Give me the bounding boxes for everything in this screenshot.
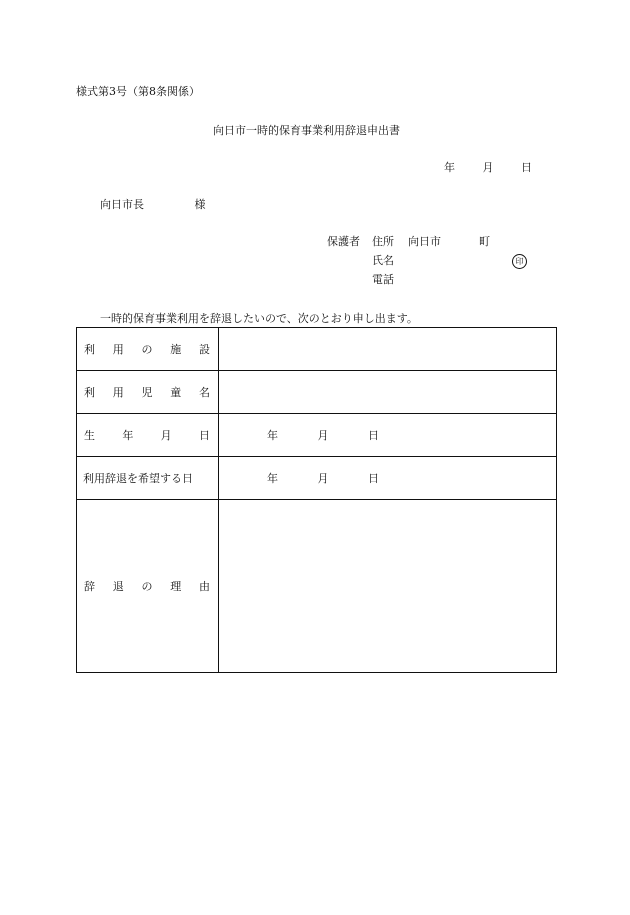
page-title: 向日市一時的保育事業利用辞退申出書 — [213, 124, 400, 137]
addressee-honorific: 様 — [194, 198, 206, 211]
phone-label: 電話 — [372, 273, 394, 286]
birthdate-month: 月 — [317, 429, 329, 442]
child-name-label: 利 用 児 童 名 — [84, 386, 210, 399]
withdrawal-date-row — [77, 457, 557, 500]
form-number: 様式第3号（第8条関係） — [76, 85, 200, 98]
address-town: 町 — [479, 235, 490, 248]
addressee-name: 向日市長 — [100, 198, 144, 211]
withdrawal-date-label: 利用辞退を希望する日 — [83, 472, 193, 485]
birthdate-row — [77, 414, 557, 457]
withdrawal-day: 日 — [368, 472, 379, 485]
name-label: 氏名 — [372, 254, 394, 267]
reason-row — [77, 500, 557, 673]
seal-icon: 印 — [512, 254, 527, 269]
addressee — [100, 199, 206, 210]
address-label: 住所 — [372, 235, 394, 248]
applicant-role: 保護者 — [327, 235, 360, 248]
intro-text: 一時的保育事業利用を辞退したいので、次のとおり申し出ます。 — [100, 312, 418, 325]
withdrawal-date-field[interactable] — [219, 457, 557, 500]
seal-mark — [512, 254, 527, 269]
date-year: 年 — [444, 161, 455, 174]
facility-row — [77, 328, 557, 371]
withdrawal-year: 年 — [267, 472, 278, 485]
withdrawal-form-table — [76, 327, 557, 673]
reason-field[interactable] — [219, 500, 557, 673]
child-name-row — [77, 371, 557, 414]
child-name-field[interactable] — [219, 371, 557, 414]
date-line — [444, 162, 532, 173]
facility-field[interactable] — [219, 328, 557, 371]
birthdate-field[interactable] — [219, 414, 557, 457]
birthdate-year: 年 — [267, 429, 278, 442]
withdrawal-month: 月 — [317, 472, 329, 485]
birthdate-label: 生 年 月 日 — [84, 429, 210, 442]
birthdate-day: 日 — [368, 429, 379, 442]
date-day: 日 — [521, 161, 532, 174]
date-month: 月 — [482, 161, 494, 174]
facility-label: 利 用 の 施 設 — [84, 343, 210, 356]
reason-label: 辞 退 の 理 由 — [84, 580, 210, 593]
address-city: 向日市 — [408, 235, 441, 248]
